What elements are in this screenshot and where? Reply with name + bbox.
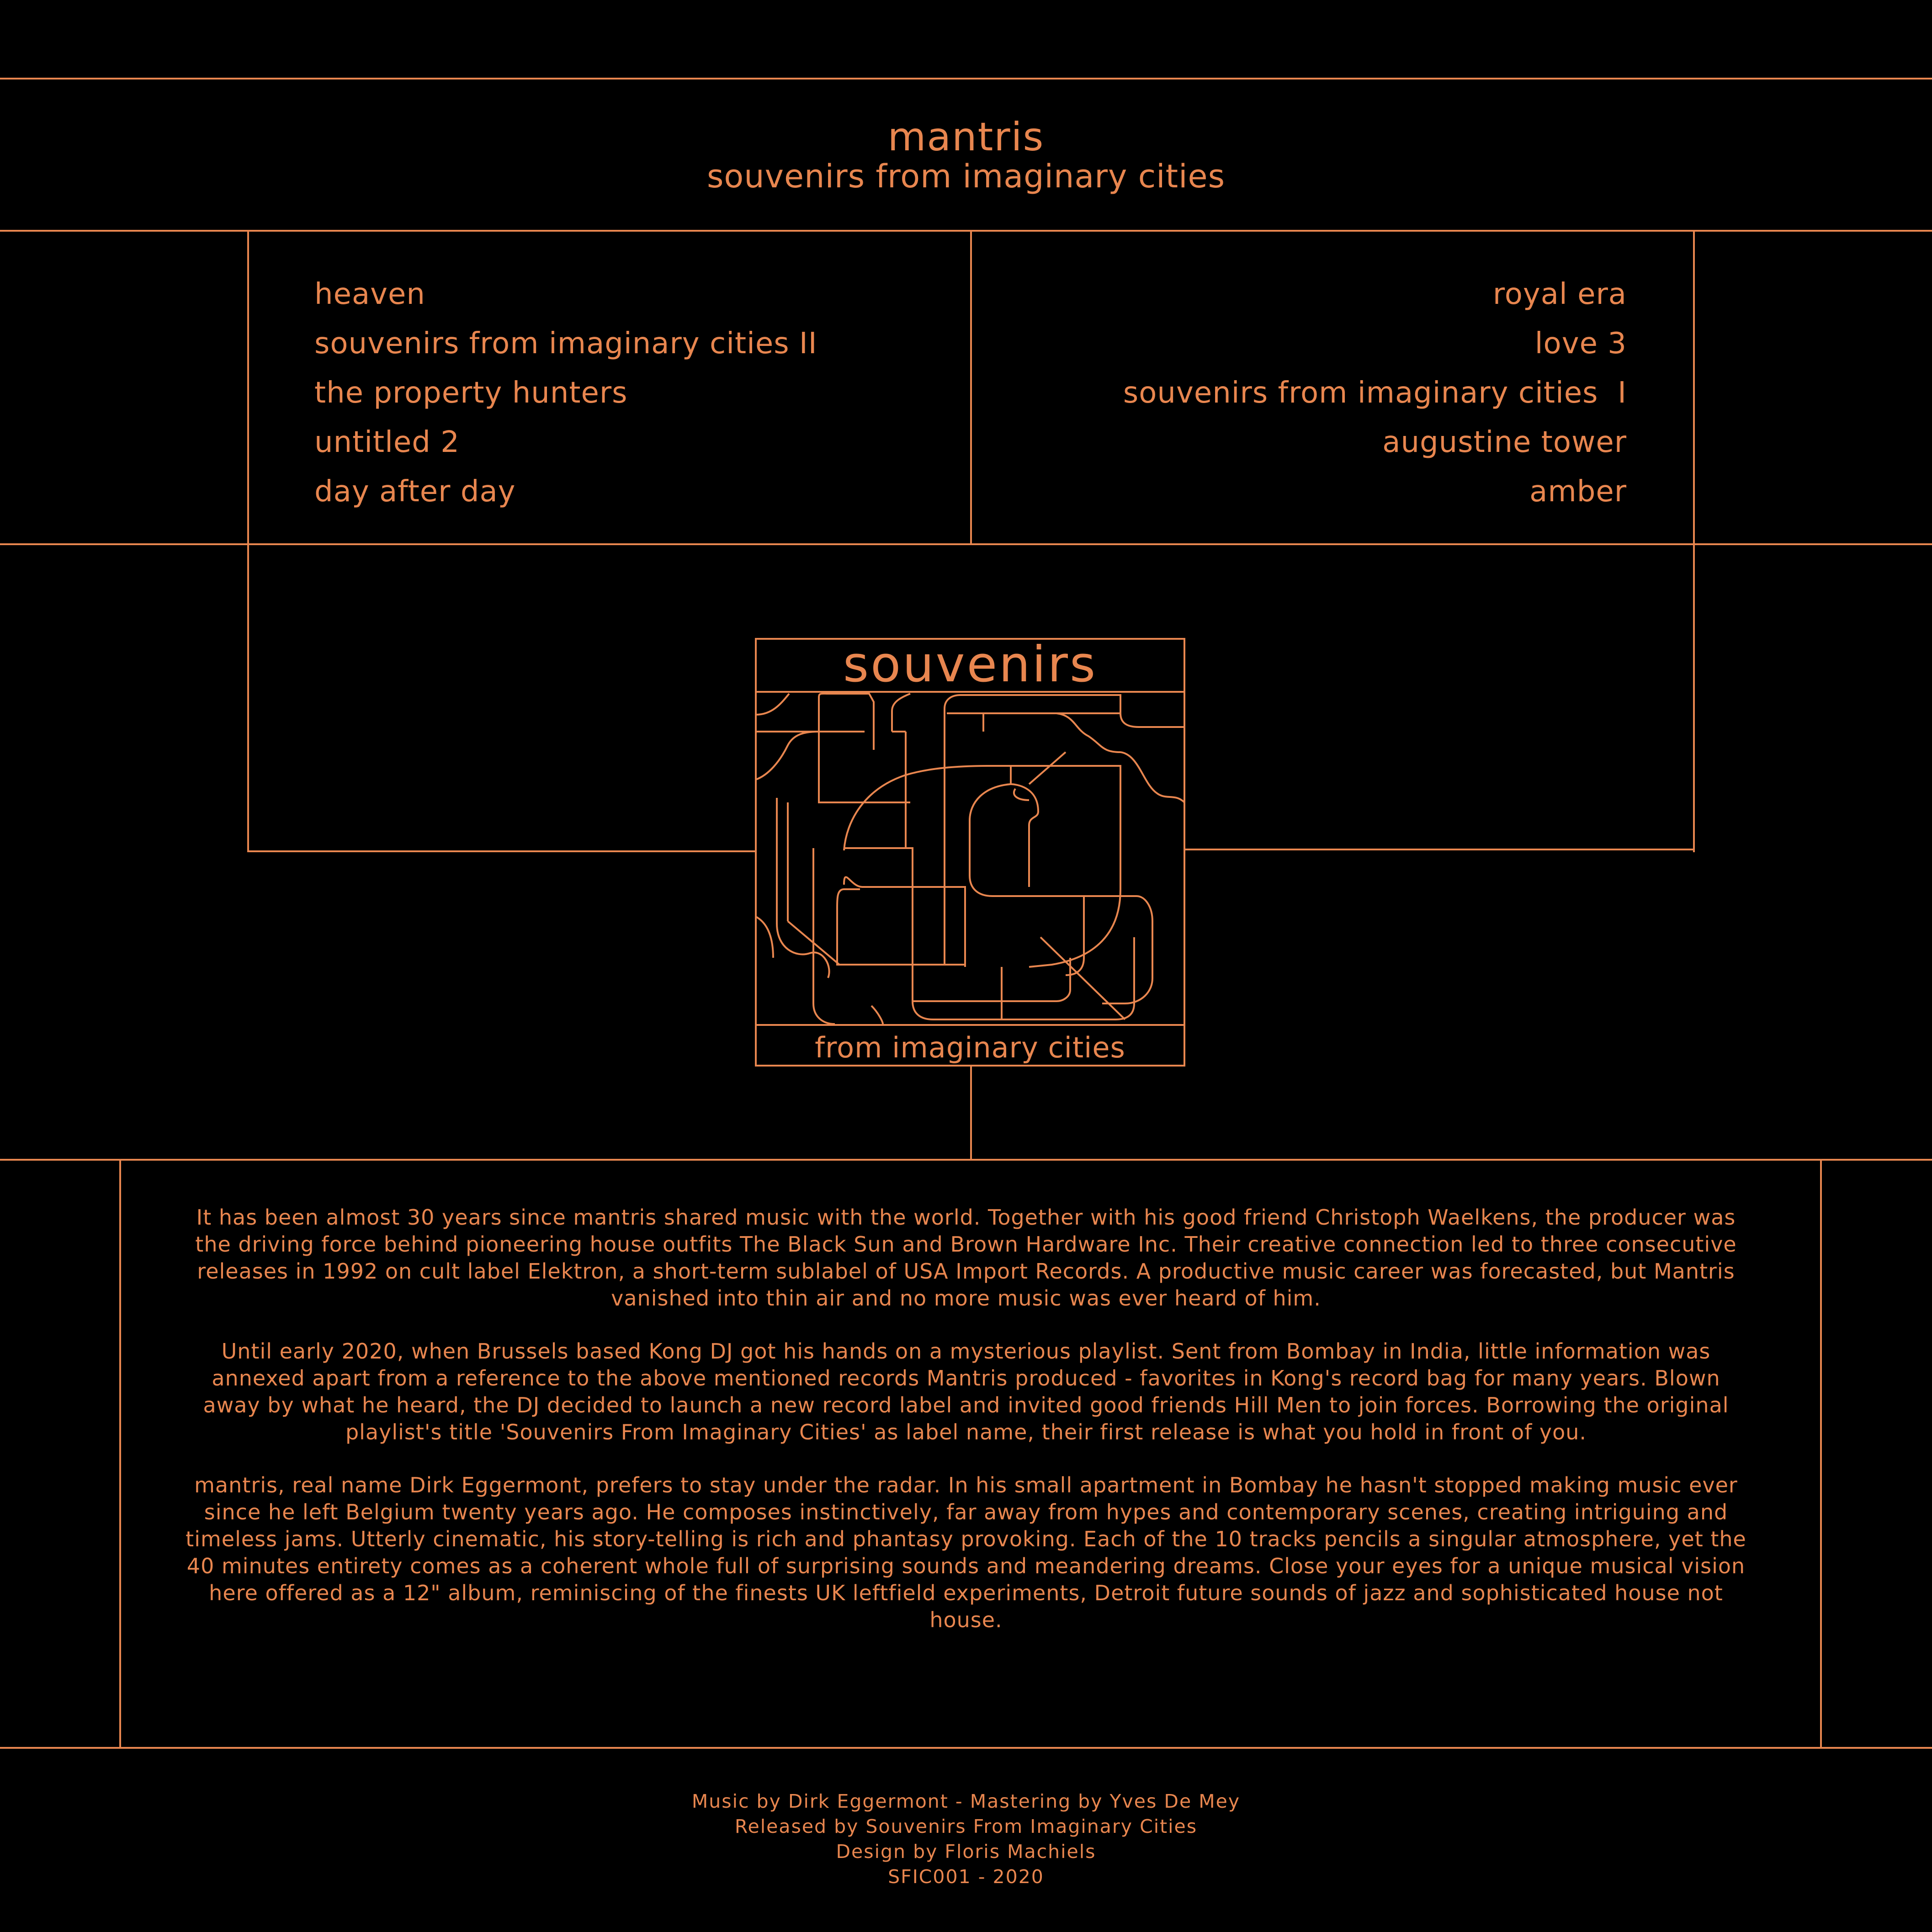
track-item: heaven xyxy=(314,277,425,311)
bio-frame-right xyxy=(1820,1159,1822,1749)
track-item: royal era xyxy=(1492,277,1627,311)
label-logo xyxy=(755,638,1185,1067)
bio-paragraph: mantris, real name Dirk Eggermont, prefers to stay under the radar. In his small apartment in Bombay he hasn't stopped making music ever since he left Belgium twenty years ago. He composes instinctively, far away from hypes and contemporary scenes, creating intriguing and timeless jams. Utterly cinematic, his story-telling is rich and phantasy provoking. Each of the 10 tracks pencils a singular atmosphere, yet the 40 minutes entirety comes as a coherent whole full of surprising sounds and meandering dreams. Close your eyes for a unique musical vision here offered as a 12" album, reminiscing of the finests UK leftfield experiments, Detroit future sounds of jazz and sophisticated house not house. xyxy=(186,1473,1746,1632)
tracklist-side-a xyxy=(314,270,817,516)
track-item: love 3 xyxy=(1534,327,1627,361)
album-title: souvenirs from imaginary cities xyxy=(706,158,1226,195)
divider-bio-bottom xyxy=(0,1747,1932,1749)
credit-line: Music by Dirk Eggermont - Mastering by Yves De Mey xyxy=(691,1790,1241,1812)
track-item: untitled 2 xyxy=(314,425,460,459)
bio-text xyxy=(183,1204,1749,1660)
track-item: day after day xyxy=(314,475,516,509)
frame-connector-left xyxy=(247,850,755,852)
logo-bottom-text: from imaginary cities xyxy=(815,1031,1125,1064)
credit-line: Released by Souvenirs From Imaginary Cities xyxy=(734,1815,1198,1837)
track-item: souvenirs from imaginary cities II xyxy=(314,327,817,361)
tracklist-side-b xyxy=(1123,270,1627,516)
credit-line: Design by Floris Machiels xyxy=(836,1841,1096,1863)
divider-header xyxy=(0,230,1932,232)
bio-frame-left xyxy=(119,1159,121,1749)
bio-paragraph: It has been almost 30 years since mantris shared music with the world. Together with his good friend Christoph Waelkens, the producer was the driving force behind pioneering house outfits The Black Sun and Brown Hardware Inc. Their creative connection led to three consecutive releases in 1992 on cult label Elektron, a short-term sublabel of USA Import Records. A productive music career was forecasted, but Mantris vanished into thin air and no more music was ever heard of him. xyxy=(195,1205,1737,1311)
logo-stem xyxy=(970,1067,972,1159)
divider-bio-top xyxy=(0,1159,1932,1161)
track-item: amber xyxy=(1529,475,1627,509)
divider-tracklist xyxy=(0,543,1932,545)
tracklist-frame-right xyxy=(1693,230,1695,852)
credits xyxy=(0,1789,1932,1890)
bio-paragraph: Until early 2020, when Brussels based Kong DJ got his hands on a mysterious playlist. Sent from Bombay in India, little information was annexed apart from a reference to the above mentioned records Mantris produced - favorites in Kong's record bag for many years. Blown away by what he heard, the DJ decided to launch a new record label and invited good friends Hill Men to join forces. Borrowing the original playlist's title 'Souvenirs From Imaginary Cities' as label name, their first release is what you hold in front of you. xyxy=(203,1339,1729,1444)
frame-connector-right xyxy=(1185,849,1695,850)
tracklist-frame-left xyxy=(247,230,249,852)
track-item: augustine tower xyxy=(1382,425,1627,459)
divider-top xyxy=(0,78,1932,80)
artist-name: mantris xyxy=(887,114,1045,160)
tracklist-center-divider xyxy=(970,230,972,543)
logo-top-text: souvenirs xyxy=(843,638,1098,693)
track-item: souvenirs from imaginary cities I xyxy=(1123,376,1627,410)
track-item: the property hunters xyxy=(314,376,628,410)
credit-line: SFIC001 - 2020 xyxy=(888,1866,1044,1888)
